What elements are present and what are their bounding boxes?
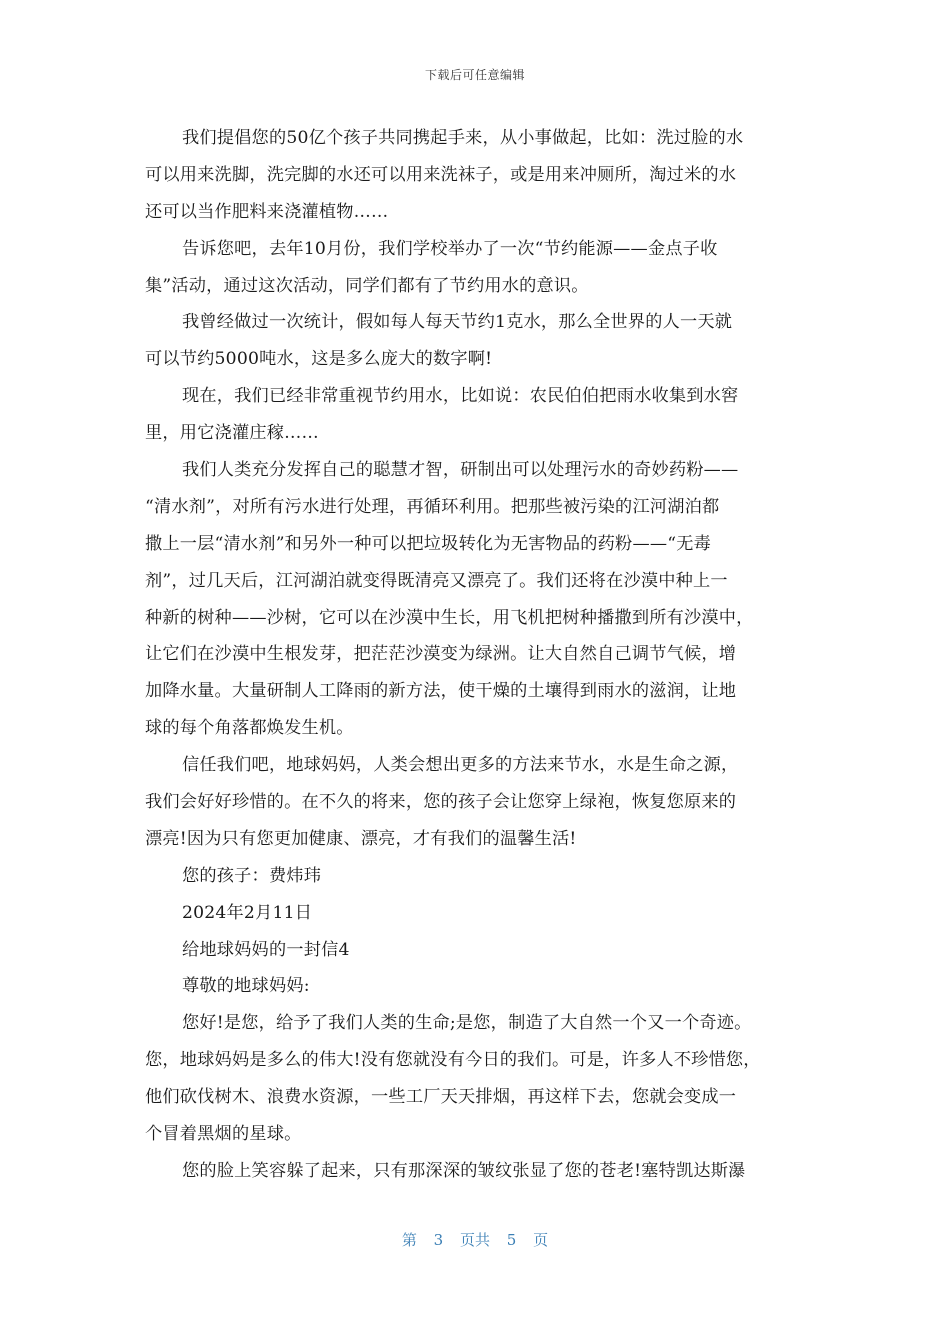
text-line: “清水剂”，对所有污水进行处理，再循环利用。把那些被污染的江河湖泊都 <box>145 496 720 517</box>
text-line: 他们砍伐树木、浪费水资源，一些工厂天天排烟，再这样下去，您就会变成一 <box>145 1087 737 1108</box>
text-line: 撒上一层“清水剂”和另外一种可以把垃圾转化为无害物品的药粉——“无毒 <box>145 533 711 554</box>
text-line: 告诉您吧，去年10月份，我们学校举办了一次“节约能源——金点子收 <box>182 238 718 259</box>
text-line: 里，用它浇灌庄稼…… <box>145 423 319 444</box>
text-line: 个冒着黑烟的星球。 <box>145 1124 302 1145</box>
text-line: 您好!是您，给予了我们人类的生命;是您，制造了大自然一个又一个奇迹。 <box>182 1013 752 1034</box>
text-line: 信任我们吧，地球妈妈，人类会想出更多的方法来节水，水是生命之源， <box>182 755 739 776</box>
text-line: 种新的树种——沙树，它可以在沙漠中生长，用飞机把树种播撒到所有沙漠中， <box>145 607 754 628</box>
text-line: 还可以当作肥料来浇灌植物…… <box>145 201 389 222</box>
text-line: 球的每个角落都焕发生机。 <box>145 718 354 739</box>
text-line: 剂”，过几天后，江河湖泊就变得既清亮又漂亮了。我们还将在沙漠中种上一 <box>145 570 728 591</box>
text-line: 您的脸上笑容躲了起来，只有那深深的皱纹张显了您的苍老!塞特凯达斯瀑 <box>182 1160 746 1181</box>
text-line: 我们会好好珍惜的。在不久的将来，您的孩子会让您穿上绿袍，恢复您原来的 <box>145 792 737 813</box>
text-line: 我曾经做过一次统计，假如每人每天节约1克水，那么全世界的人一天就 <box>182 312 733 333</box>
page-footer: 第 3 页共 5 页 <box>401 1231 549 1249</box>
text-line: 让它们在沙漠中生根发芽，把茫茫沙漠变为绿洲。让大自然自己调节气候，增 <box>145 644 737 665</box>
document-body <box>145 120 815 1190</box>
text-line: 您的孩子：费炜玮 <box>182 865 322 886</box>
text-line: 现在，我们已经非常重视节约用水，比如说：农民伯伯把雨水收集到水窖 <box>182 386 739 407</box>
text-line: 我们人类充分发挥自己的聪慧才智，研制出可以处理污水的奇妙药粉—— <box>182 460 739 481</box>
text-line: 我们提倡您的50亿个孩子共同携起手来，从小事做起，比如：洗过脸的水 <box>182 128 744 148</box>
text-line: 可以节约5000吨水，这是多么庞大的数字啊! <box>145 349 493 370</box>
text-line: 漂亮!因为只有您更加健康、漂亮，才有我们的温馨生活! <box>145 828 577 849</box>
page-header: 下载后可任意编辑 <box>424 68 525 82</box>
text-line: 可以用来洗脚，洗完脚的水还可以用来洗袜子，或是用来冲厕所，淘过米的水 <box>145 164 737 185</box>
text-line: 2024年2月11日 <box>182 902 313 923</box>
text-line: 您，地球妈妈是多么的伟大!没有您就没有今日的我们。可是，许多人不珍惜您， <box>145 1050 761 1071</box>
text-line: 集”活动，通过这次活动，同学们都有了节约用水的意识。 <box>145 275 589 296</box>
text-line: 给地球妈妈的一封信4 <box>182 939 350 960</box>
text-line: 尊敬的地球妈妈: <box>182 976 310 997</box>
text-line: 加降水量。大量研制人工降雨的新方法，使干燥的土壤得到雨水的滋润，让地 <box>145 681 737 702</box>
